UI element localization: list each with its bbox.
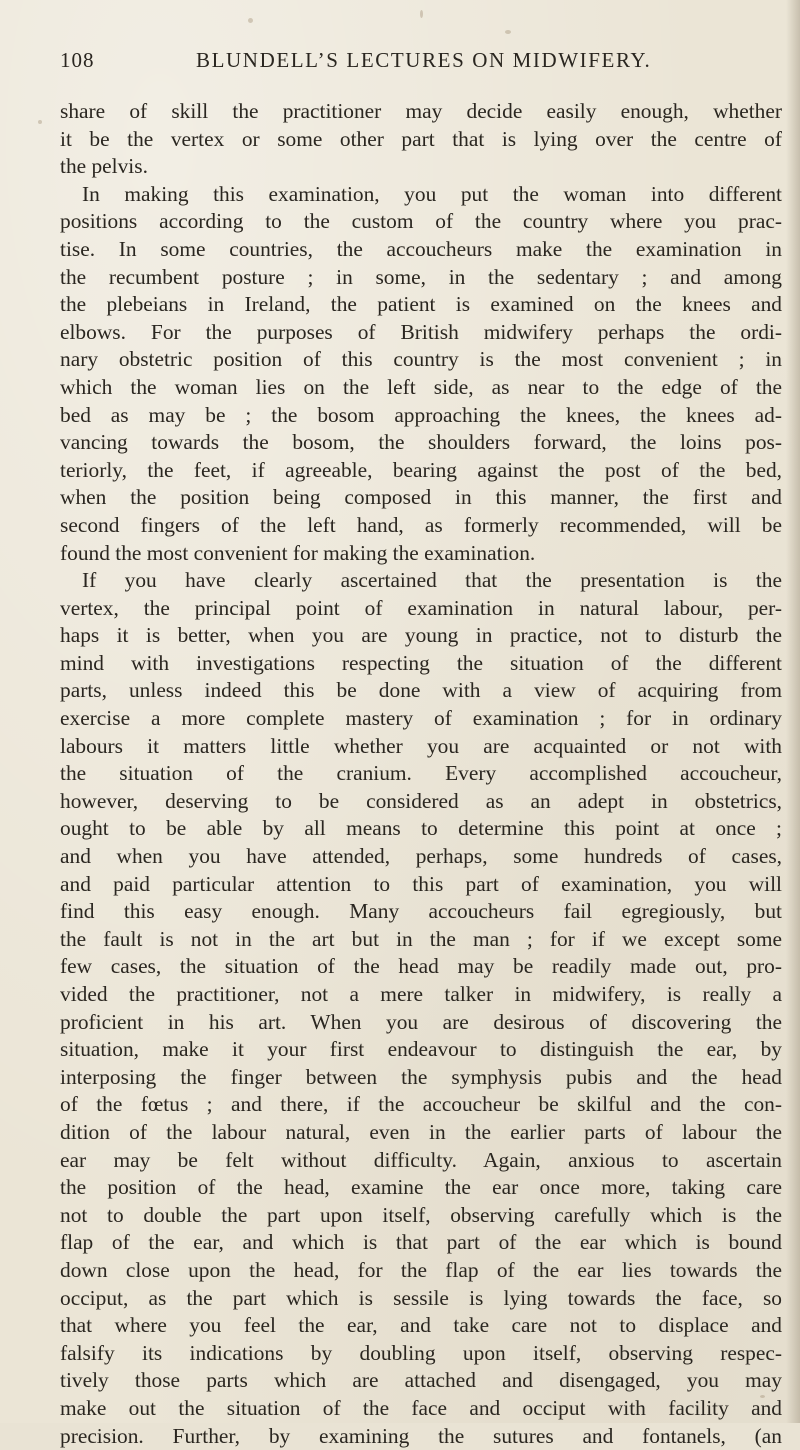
text-line: find this easy enough. Many accoucheurs fail egregiously, but (60, 898, 782, 926)
text-line: ought to be able by all means to determine this point at once ; (60, 815, 782, 843)
text-line: of the fœtus ; and there, if the accoucheur be skilful and the con- (60, 1091, 782, 1119)
text-line: the fault is not in the art but in the man ; for if we except some (60, 926, 782, 954)
text-line: dition of the labour natural, even in the earlier parts of labour the (60, 1119, 782, 1147)
text-line: mind with investigations respecting the situation of the different (60, 650, 782, 678)
page-edge-shadow (786, 0, 800, 1423)
paper-fleck (248, 18, 253, 23)
text-line: the pelvis. (60, 153, 782, 181)
text-line: and paid particular attention to this part of examination, you will (60, 871, 782, 899)
page-header (60, 48, 760, 78)
text-line: share of skill the practitioner may decide easily enough, whether (60, 98, 782, 126)
text-line: nary obstetric position of this country is the most convenient ; in (60, 346, 782, 374)
page-number: 108 (60, 48, 95, 73)
text-line: however, deserving to be considered as an adept in obstetrics, (60, 788, 782, 816)
text-line: not to double the part upon itself, observing carefully which is the (60, 1202, 782, 1230)
text-line: situation, make it your first endeavour to distinguish the ear, by (60, 1036, 782, 1064)
text-line: proficient in his art. When you are desirous of discovering the (60, 1009, 782, 1037)
paper-fleck (420, 10, 423, 18)
text-line: the plebeians in Ireland, the patient is examined on the knees and (60, 291, 782, 319)
text-line: If you have clearly ascertained that the presentation is the (60, 567, 782, 595)
text-line: haps it is better, when you are young in practice, not to disturb the (60, 622, 782, 650)
text-line: elbows. For the purposes of British midwifery perhaps the ordi- (60, 319, 782, 347)
running-title: BLUNDELL’S LECTURES ON MIDWIFERY. (196, 48, 651, 73)
text-line: precision. Further, by examining the sutures and fontanels, (an (60, 1423, 782, 1450)
text-line: which the woman lies on the left side, as near to the edge of the (60, 374, 782, 402)
text-line: flap of the ear, and which is that part of the ear which is bound (60, 1229, 782, 1257)
text-line: exercise a more complete mastery of examination ; for in ordinary (60, 705, 782, 733)
paper-fleck (38, 120, 42, 124)
text-line: down close upon the head, for the flap of the ear lies towards the (60, 1257, 782, 1285)
text-line: interposing the finger between the symphysis pubis and the head (60, 1064, 782, 1092)
text-line: vided the practitioner, not a mere talker in midwifery, is really a (60, 981, 782, 1009)
text-line: few cases, the situation of the head may be readily made out, pro- (60, 953, 782, 981)
text-line: and when you have attended, perhaps, some hundreds of cases, (60, 843, 782, 871)
text-line: teriorly, the feet, if agreeable, bearing against the post of the bed, (60, 457, 782, 485)
text-line: falsify its indications by doubling upon itself, observing respec- (60, 1340, 782, 1368)
text-line: In making this examination, you put the woman into different (60, 181, 782, 209)
text-line: the situation of the cranium. Every accomplished accoucheur, (60, 760, 782, 788)
text-line: that where you feel the ear, and take care not to displace and (60, 1312, 782, 1340)
text-line: it be the vertex or some other part that is lying over the centre of (60, 126, 782, 154)
text-line: the position of the head, examine the ear once more, taking care (60, 1174, 782, 1202)
body-text (60, 98, 782, 1450)
text-line: make out the situation of the face and occiput with facility and (60, 1395, 782, 1423)
text-line: vancing towards the bosom, the shoulders forward, the loins pos- (60, 429, 782, 457)
text-line: found the most convenient for making the examination. (60, 540, 782, 568)
text-line: bed as may be ; the bosom approaching the knees, the knees ad- (60, 402, 782, 430)
text-line: when the position being composed in this manner, the first and (60, 484, 782, 512)
text-line: labours it matters little whether you are acquainted or not with (60, 733, 782, 761)
text-line: ear may be felt without difficulty. Again, anxious to ascertain (60, 1147, 782, 1175)
text-line: the recumbent posture ; in some, in the sedentary ; and among (60, 264, 782, 292)
text-line: tively those parts which are attached and disengaged, you may (60, 1367, 782, 1395)
text-line: tise. In some countries, the accoucheurs make the examination in (60, 236, 782, 264)
text-line: parts, unless indeed this be done with a view of acquiring from (60, 677, 782, 705)
text-line: occiput, as the part which is sessile is lying towards the face, so (60, 1285, 782, 1313)
paper-fleck (505, 30, 511, 34)
text-line: vertex, the principal point of examination in natural labour, per- (60, 595, 782, 623)
text-line: second fingers of the left hand, as formerly recommended, will be (60, 512, 782, 540)
text-line: positions according to the custom of the country where you prac- (60, 208, 782, 236)
